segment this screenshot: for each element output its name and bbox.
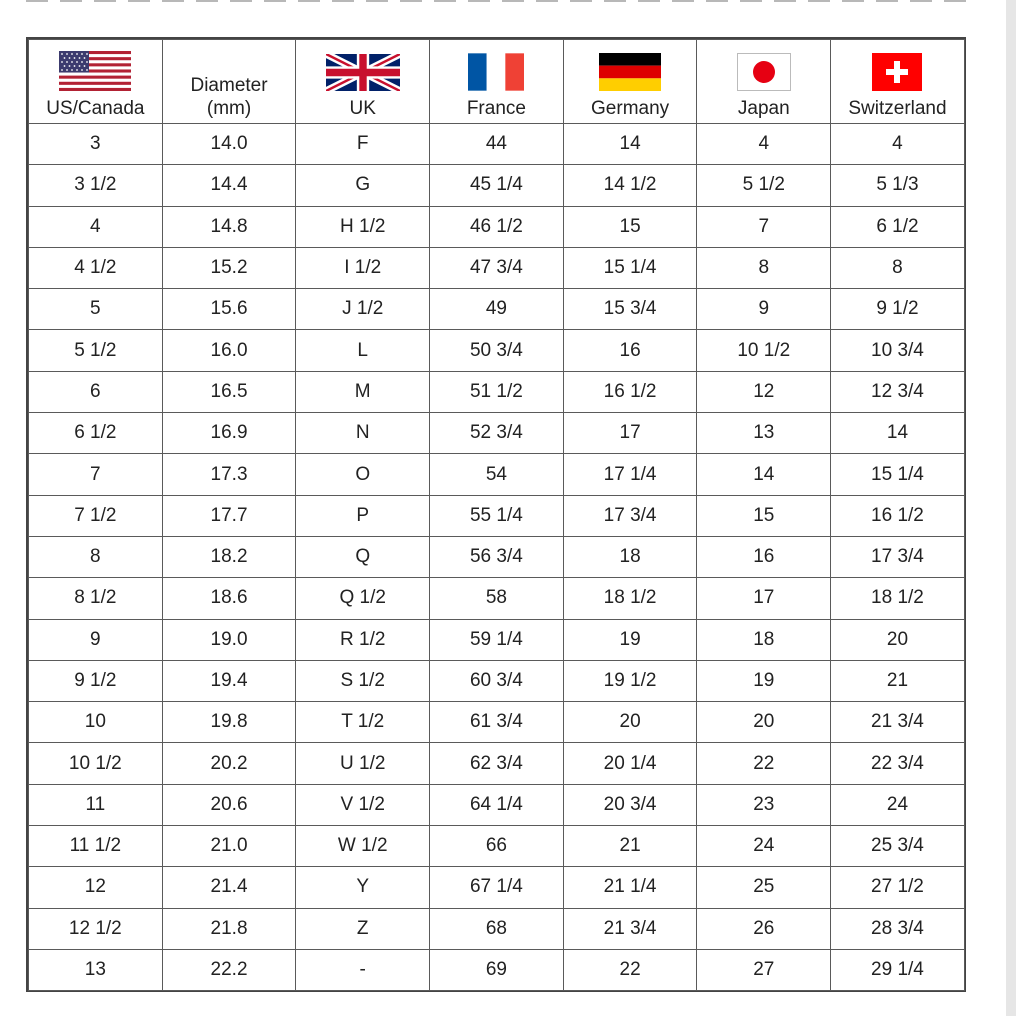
cell-us-canada: 10 [29, 702, 163, 743]
cell-us-canada: 11 1/2 [29, 826, 163, 867]
table-body [29, 124, 965, 991]
cell-diameter-mm: 19.4 [162, 660, 296, 701]
france-flag-icon [468, 53, 524, 91]
cell-germany: 19 1/2 [563, 660, 697, 701]
header-label-france: France [466, 98, 526, 119]
cell-uk: R 1/2 [296, 619, 430, 660]
cell-switzerland: 6 1/2 [831, 206, 965, 247]
cell-uk: J 1/2 [296, 289, 430, 330]
cell-diameter-mm: 21.0 [162, 826, 296, 867]
table-row [29, 413, 965, 454]
cell-japan: 13 [697, 413, 831, 454]
cell-diameter-mm: 16.5 [162, 371, 296, 412]
cell-japan: 5 1/2 [697, 165, 831, 206]
cell-uk: L [296, 330, 430, 371]
cell-germany: 21 [563, 826, 697, 867]
cell-japan: 4 [697, 124, 831, 165]
cell-france: 58 [430, 578, 564, 619]
cell-diameter-mm: 21.4 [162, 867, 296, 908]
cell-japan: 9 [697, 289, 831, 330]
cell-germany: 18 [563, 536, 697, 577]
cell-germany: 20 1/4 [563, 743, 697, 784]
cell-diameter-mm: 15.6 [162, 289, 296, 330]
cell-japan: 25 [697, 867, 831, 908]
cropped-top-text [26, 0, 966, 8]
cell-germany: 15 3/4 [563, 289, 697, 330]
header-label-switzerland: Switzerland [848, 98, 947, 119]
header-label-us-canada: US/Canada [46, 98, 145, 119]
cell-japan: 18 [697, 619, 831, 660]
cell-germany: 21 3/4 [563, 908, 697, 949]
cell-uk: S 1/2 [296, 660, 430, 701]
cell-japan: 8 [697, 247, 831, 288]
header-label-uk: UK [349, 98, 376, 119]
cell-us-canada: 10 1/2 [29, 743, 163, 784]
cell-japan: 19 [697, 660, 831, 701]
cell-germany: 21 1/4 [563, 867, 697, 908]
table-row [29, 619, 965, 660]
cell-switzerland: 28 3/4 [831, 908, 965, 949]
cell-us-canada: 12 1/2 [29, 908, 163, 949]
cell-diameter-mm: 14.8 [162, 206, 296, 247]
cell-france: 62 3/4 [430, 743, 564, 784]
table-row [29, 867, 965, 908]
cell-japan: 27 [697, 949, 831, 990]
cell-switzerland: 18 1/2 [831, 578, 965, 619]
header-france [430, 40, 564, 124]
cell-us-canada: 4 1/2 [29, 247, 163, 288]
header-label-japan: Japan [737, 98, 790, 119]
cell-switzerland: 21 3/4 [831, 702, 965, 743]
cell-us-canada: 9 [29, 619, 163, 660]
cell-switzerland: 17 3/4 [831, 536, 965, 577]
table-row [29, 578, 965, 619]
cell-switzerland: 16 1/2 [831, 495, 965, 536]
header-germany [563, 40, 697, 124]
cell-us-canada: 13 [29, 949, 163, 990]
cell-us-canada: 5 [29, 289, 163, 330]
cell-france: 64 1/4 [430, 784, 564, 825]
cell-france: 68 [430, 908, 564, 949]
cell-uk: N [296, 413, 430, 454]
table-row [29, 660, 965, 701]
cell-uk: M [296, 371, 430, 412]
cell-france: 55 1/4 [430, 495, 564, 536]
cell-germany: 17 3/4 [563, 495, 697, 536]
cell-japan: 24 [697, 826, 831, 867]
cell-japan: 15 [697, 495, 831, 536]
table-row [29, 908, 965, 949]
table-row [29, 247, 965, 288]
cell-france: 66 [430, 826, 564, 867]
cell-uk: G [296, 165, 430, 206]
cell-uk: W 1/2 [296, 826, 430, 867]
cell-germany: 15 1/4 [563, 247, 697, 288]
cell-uk: Z [296, 908, 430, 949]
cell-france: 44 [430, 124, 564, 165]
ring-size-table-container [26, 37, 966, 992]
table-header [29, 40, 965, 124]
cell-switzerland: 27 1/2 [831, 867, 965, 908]
cell-diameter-mm: 17.3 [162, 454, 296, 495]
cell-france: 52 3/4 [430, 413, 564, 454]
cell-france: 59 1/4 [430, 619, 564, 660]
cell-switzerland: 10 3/4 [831, 330, 965, 371]
cell-germany: 16 [563, 330, 697, 371]
cell-switzerland: 22 3/4 [831, 743, 965, 784]
cell-germany: 16 1/2 [563, 371, 697, 412]
cell-germany: 18 1/2 [563, 578, 697, 619]
cell-uk: I 1/2 [296, 247, 430, 288]
cell-switzerland: 4 [831, 124, 965, 165]
cell-switzerland: 25 3/4 [831, 826, 965, 867]
header-us-canada [29, 40, 163, 124]
cell-us-canada: 6 [29, 371, 163, 412]
header-row [29, 40, 965, 124]
cell-uk: - [296, 949, 430, 990]
cell-germany: 19 [563, 619, 697, 660]
cell-diameter-mm: 20.6 [162, 784, 296, 825]
cell-japan: 23 [697, 784, 831, 825]
cell-diameter-mm: 18.6 [162, 578, 296, 619]
table-row [29, 743, 965, 784]
cell-us-canada: 11 [29, 784, 163, 825]
uk-flag-icon [326, 54, 400, 91]
table-row [29, 330, 965, 371]
table-row [29, 165, 965, 206]
cell-france: 49 [430, 289, 564, 330]
cell-diameter-mm: 14.4 [162, 165, 296, 206]
cell-germany: 17 [563, 413, 697, 454]
cell-france: 67 1/4 [430, 867, 564, 908]
ring-size-conversion-table [28, 39, 965, 991]
table-row [29, 784, 965, 825]
cell-us-canada: 7 [29, 454, 163, 495]
cell-diameter-mm: 19.0 [162, 619, 296, 660]
cell-japan: 16 [697, 536, 831, 577]
cell-switzerland: 29 1/4 [831, 949, 965, 990]
cell-france: 50 3/4 [430, 330, 564, 371]
header-uk [296, 40, 430, 124]
cell-japan: 12 [697, 371, 831, 412]
cell-germany: 14 1/2 [563, 165, 697, 206]
cell-us-canada: 6 1/2 [29, 413, 163, 454]
cell-switzerland: 9 1/2 [831, 289, 965, 330]
cell-uk: U 1/2 [296, 743, 430, 784]
cell-japan: 7 [697, 206, 831, 247]
cell-switzerland: 21 [831, 660, 965, 701]
header-label-diameter: Diameter [190, 75, 268, 96]
cell-diameter-mm: 16.0 [162, 330, 296, 371]
cell-japan: 17 [697, 578, 831, 619]
cell-japan: 22 [697, 743, 831, 784]
cell-us-canada: 9 1/2 [29, 660, 163, 701]
cell-diameter-mm: 19.8 [162, 702, 296, 743]
cell-diameter-mm: 15.2 [162, 247, 296, 288]
cell-france: 69 [430, 949, 564, 990]
cell-uk: H 1/2 [296, 206, 430, 247]
cell-us-canada: 5 1/2 [29, 330, 163, 371]
table-row [29, 702, 965, 743]
cell-diameter-mm: 20.2 [162, 743, 296, 784]
header-label-germany: Germany [591, 98, 670, 119]
switzerland-flag-icon [872, 53, 922, 91]
cell-france: 45 1/4 [430, 165, 564, 206]
cell-switzerland: 5 1/3 [831, 165, 965, 206]
cell-us-canada: 3 1/2 [29, 165, 163, 206]
cell-germany: 20 [563, 702, 697, 743]
cell-switzerland: 14 [831, 413, 965, 454]
table-row [29, 454, 965, 495]
cell-us-canada: 8 [29, 536, 163, 577]
cell-diameter-mm: 17.7 [162, 495, 296, 536]
table-row [29, 371, 965, 412]
cell-germany: 15 [563, 206, 697, 247]
cell-uk: V 1/2 [296, 784, 430, 825]
cell-japan: 10 1/2 [697, 330, 831, 371]
table-row [29, 206, 965, 247]
germany-flag-icon [599, 53, 661, 91]
cell-uk: Q 1/2 [296, 578, 430, 619]
japan-flag-icon [737, 53, 791, 91]
cell-france: 47 3/4 [430, 247, 564, 288]
cell-diameter-mm: 14.0 [162, 124, 296, 165]
cell-us-canada: 8 1/2 [29, 578, 163, 619]
cell-japan: 14 [697, 454, 831, 495]
cell-uk: P [296, 495, 430, 536]
cell-us-canada: 12 [29, 867, 163, 908]
cell-germany: 17 1/4 [563, 454, 697, 495]
cell-germany: 22 [563, 949, 697, 990]
cell-uk: Y [296, 867, 430, 908]
right-edge-strip [1006, 0, 1016, 1016]
us-flag-icon [59, 51, 131, 91]
cell-uk: T 1/2 [296, 702, 430, 743]
cell-diameter-mm: 16.9 [162, 413, 296, 454]
cell-uk: Q [296, 536, 430, 577]
cell-switzerland: 20 [831, 619, 965, 660]
cell-switzerland: 12 3/4 [831, 371, 965, 412]
cell-uk: F [296, 124, 430, 165]
cell-germany: 20 3/4 [563, 784, 697, 825]
cell-germany: 14 [563, 124, 697, 165]
cell-japan: 26 [697, 908, 831, 949]
header-diameter [162, 40, 296, 124]
table-row [29, 826, 965, 867]
cell-us-canada: 4 [29, 206, 163, 247]
cell-france: 61 3/4 [430, 702, 564, 743]
table-row [29, 949, 965, 990]
table-row [29, 289, 965, 330]
header-japan [697, 40, 831, 124]
cell-switzerland: 24 [831, 784, 965, 825]
table-row [29, 124, 965, 165]
cell-uk: O [296, 454, 430, 495]
cell-switzerland: 15 1/4 [831, 454, 965, 495]
cell-france: 60 3/4 [430, 660, 564, 701]
cell-france: 51 1/2 [430, 371, 564, 412]
cell-diameter-mm: 21.8 [162, 908, 296, 949]
cell-diameter-mm: 22.2 [162, 949, 296, 990]
header-switzerland [831, 40, 965, 124]
table-row [29, 536, 965, 577]
cell-france: 54 [430, 454, 564, 495]
cell-switzerland: 8 [831, 247, 965, 288]
cell-us-canada: 3 [29, 124, 163, 165]
cell-japan: 20 [697, 702, 831, 743]
table-row [29, 495, 965, 536]
cell-france: 56 3/4 [430, 536, 564, 577]
header-label-diameter-unit: (mm) [206, 98, 252, 119]
cell-us-canada: 7 1/2 [29, 495, 163, 536]
cell-diameter-mm: 18.2 [162, 536, 296, 577]
cell-france: 46 1/2 [430, 206, 564, 247]
